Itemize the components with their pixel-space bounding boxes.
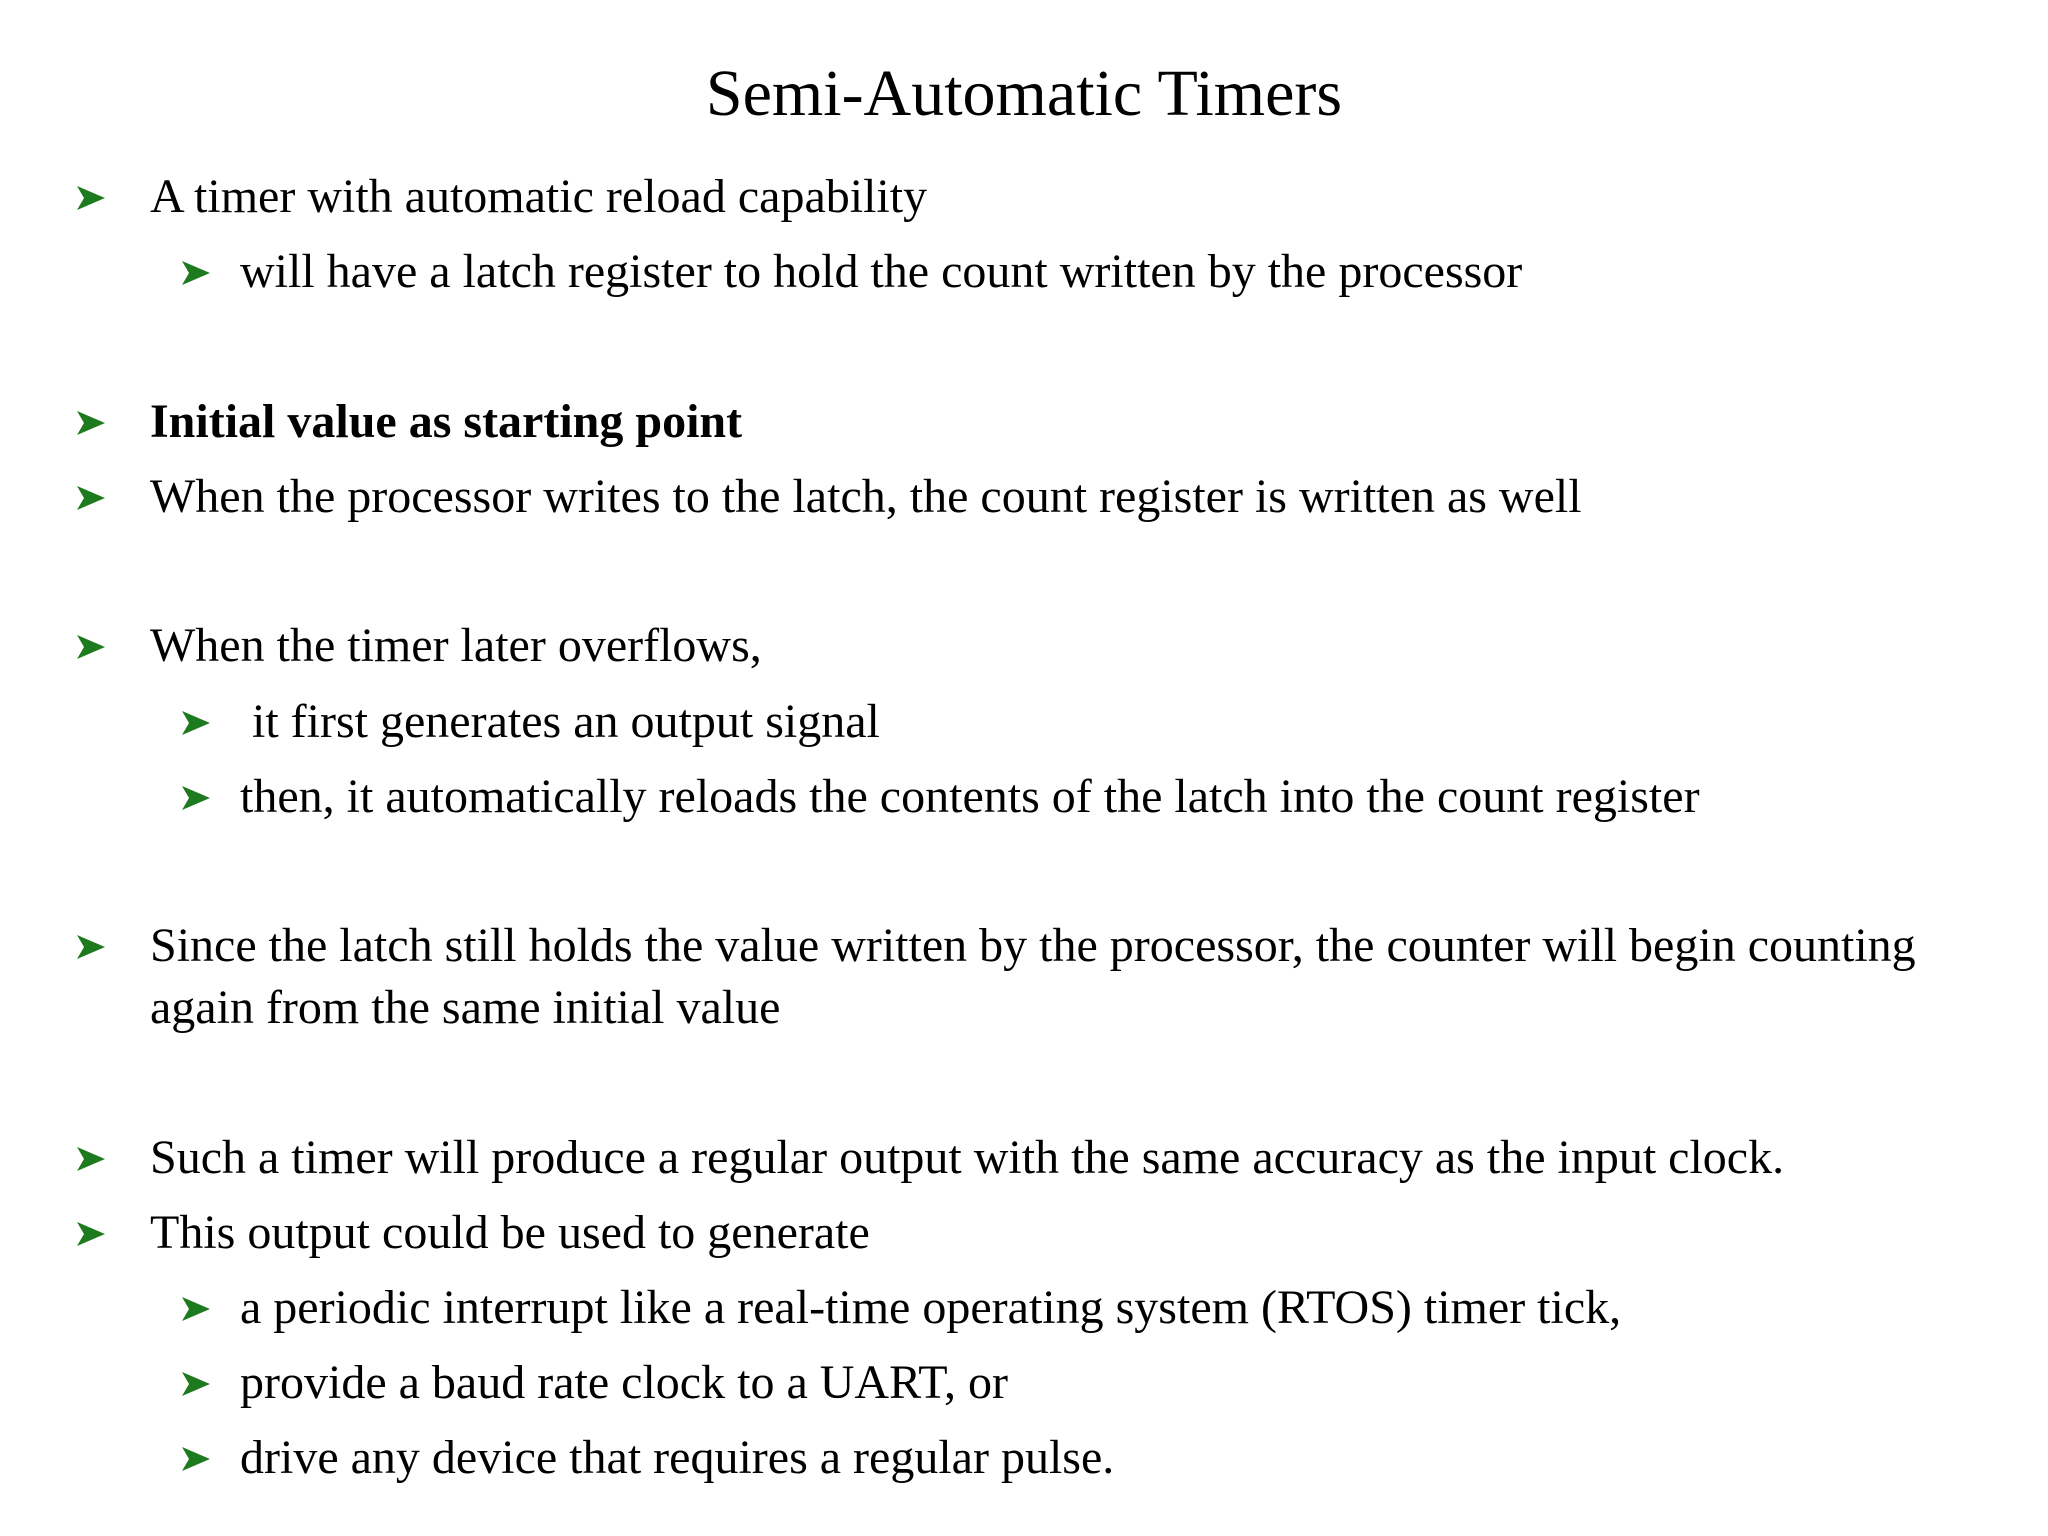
sub-bullet-item: it first generates an output signal bbox=[240, 695, 880, 748]
arrowhead-bullet-icon bbox=[75, 1145, 107, 1173]
arrowhead-bullet-icon bbox=[180, 1295, 212, 1323]
arrowhead-bullet-icon bbox=[180, 709, 212, 737]
bullet-item: This output could be used to generate bbox=[150, 1206, 870, 1259]
arrowhead-bullet-icon bbox=[180, 784, 212, 812]
bullet-item: Since the latch still holds the value written by the processor, the counter will begin counting again from the same initial value bbox=[150, 919, 1916, 1034]
arrowhead-bullet-icon bbox=[180, 1445, 212, 1473]
sub-bullet-item: provide a baud rate clock to a UART, or bbox=[240, 1356, 1008, 1409]
arrowhead-bullet-icon bbox=[75, 633, 107, 661]
arrowhead-bullet-icon bbox=[180, 1370, 212, 1398]
arrowhead-bullet-icon bbox=[75, 184, 107, 212]
sub-bullet-item: drive any device that requires a regular pulse. bbox=[240, 1431, 1115, 1484]
sub-bullet-item: a periodic interrupt like a real-time operating system (RTOS) timer tick, bbox=[240, 1281, 1622, 1334]
sub-bullet-item: will have a latch register to hold the count written by the processor bbox=[240, 245, 1523, 298]
sub-bullet-item: then, it automatically reloads the contents of the latch into the count register bbox=[240, 770, 1700, 823]
bullet-item: When the processor writes to the latch, the count register is written as well bbox=[150, 470, 1582, 523]
bullet-item: Such a timer will produce a regular output with the same accuracy as the input clock. bbox=[150, 1131, 1785, 1184]
bullet-item: When the timer later overflows, bbox=[150, 619, 762, 672]
slide-title: Semi-Automatic Timers bbox=[705, 57, 1343, 130]
arrowhead-bullet-icon bbox=[75, 484, 107, 512]
arrowhead-bullet-icon bbox=[75, 409, 107, 437]
arrowhead-bullet-icon bbox=[180, 259, 212, 287]
arrowhead-bullet-icon bbox=[75, 1220, 107, 1248]
bullet-item: A timer with automatic reload capability bbox=[150, 170, 928, 223]
bullet-item: Initial value as starting point bbox=[150, 395, 743, 448]
arrowhead-bullet-icon bbox=[75, 933, 107, 961]
